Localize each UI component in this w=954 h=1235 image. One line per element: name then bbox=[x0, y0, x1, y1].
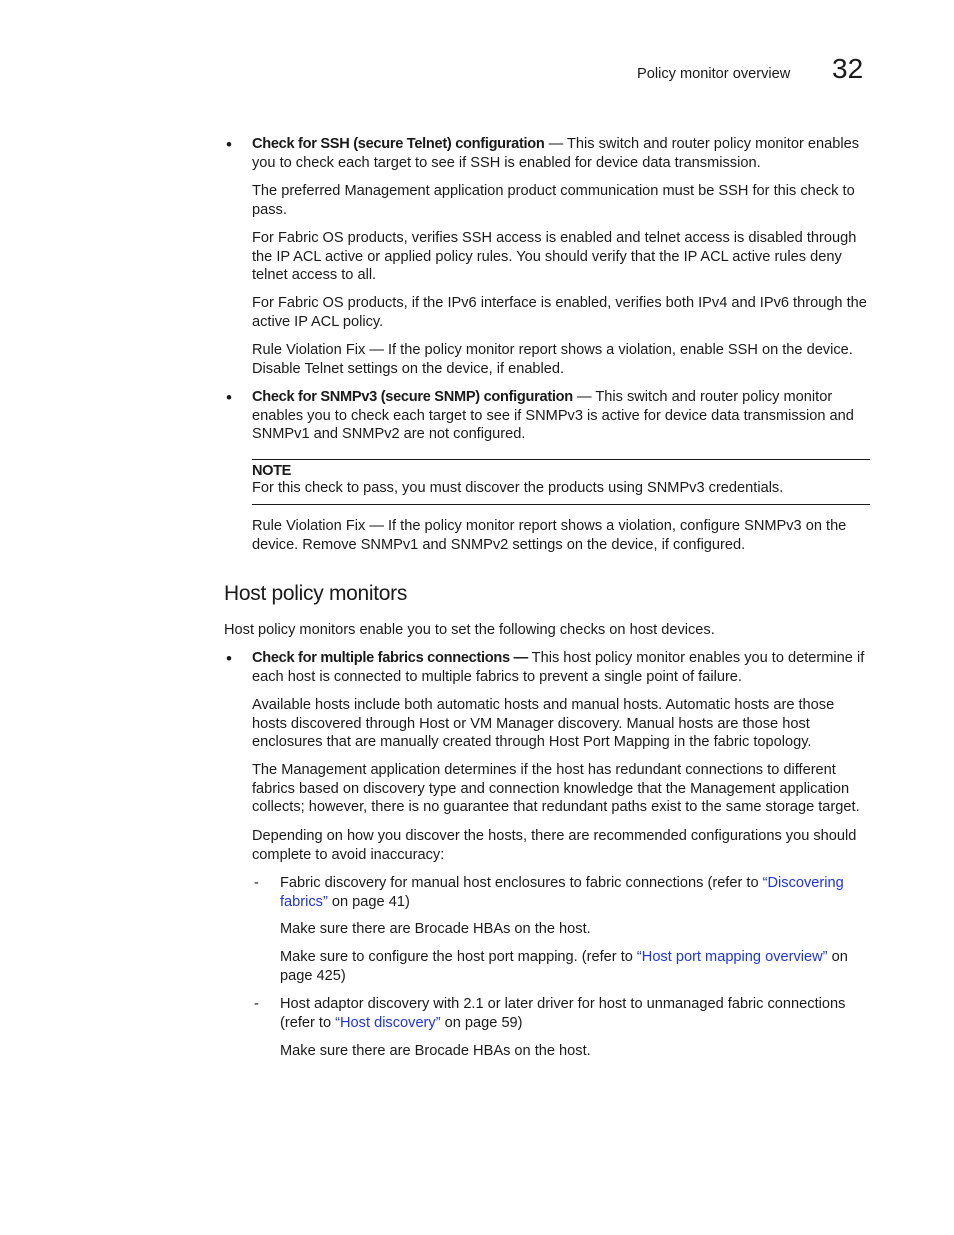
host-paragraph-1: Available hosts include both automatic hosts and manual hosts. Automatic hosts are those hosts discovered through Host or VM Manager discovery. Manual hosts are those host enclosures that are manually created through Host Port Mapping in the fabric topology. bbox=[252, 697, 835, 751]
note-text: For this check to pass, you must discover the products using SNMPv3 credentials. bbox=[252, 480, 784, 496]
ssh-paragraph-2: For Fabric OS products, verifies SSH access is enabled and telnet access is disabled through the IP ACL active or applied policy rules. You should verify that the IP ACL active rules deny telnet access to all. bbox=[252, 230, 857, 284]
host-check-term: Check for multiple fabrics connections — bbox=[252, 650, 528, 666]
sub-item-host-adaptor-discovery bbox=[280, 995, 870, 1032]
snmp-check-desc: — This switch and router policy monitor enables you to check each target to see if SNMPv3 is active for device data transmission and SNMPv1 and SNMPv2 are not configured. bbox=[252, 389, 854, 443]
sub2-paragraph-1: Make sure there are Brocade HBAs on the host. bbox=[280, 1043, 591, 1059]
link-discovering-fabrics[interactable]: “Discovering fabrics” bbox=[280, 875, 844, 910]
host-paragraph-2: The Management application determines if the host has redundant connections to different fabrics based on discovery type and connection knowledge that the Management application collects; however, there is no guarantee that redundant paths exist to the same storage target. bbox=[252, 762, 860, 816]
running-header-title: Policy monitor overview bbox=[637, 66, 791, 82]
ssh-rule-violation-fix: Rule Violation Fix — If the policy monitor report shows a violation, enable SSH on the device. Disable Telnet settings on the device, if enabled. bbox=[252, 342, 853, 377]
sub-item-fabric-discovery bbox=[280, 874, 870, 911]
sub1-p2-text-a: Make sure to configure the host port mapping. (refer to bbox=[280, 949, 637, 965]
bullet-snmp: • bbox=[226, 388, 232, 407]
sub1-paragraph-1: Make sure there are Brocade HBAs on the host. bbox=[280, 921, 591, 937]
ssh-paragraph-1: The preferred Management application product communication must be SSH for this check to pass. bbox=[252, 183, 855, 218]
sub2-text-a: Host adaptor discovery with 2.1 or later driver for host to unmanaged fabric connections (refer to bbox=[280, 996, 846, 1031]
sub1-paragraph-2 bbox=[280, 948, 870, 985]
snmp-check-item bbox=[252, 388, 872, 444]
note-label: NOTE bbox=[252, 463, 291, 479]
snmp-check-term: Check for SNMPv3 (secure SNMP) configuration bbox=[252, 389, 573, 405]
section-heading-host-policy-monitors: Host policy monitors bbox=[224, 582, 408, 605]
dash-marker-1: - bbox=[254, 875, 259, 891]
link-host-port-mapping-overview[interactable]: “Host port mapping overview” bbox=[636, 949, 828, 965]
ssh-check-desc: — This switch and router policy monitor enables you to check each target to see if SSH is enabled for device data transmission. bbox=[252, 136, 859, 171]
sub1-p2-text-b: on page 425) bbox=[280, 949, 848, 984]
dash-marker-2: - bbox=[254, 996, 259, 1012]
host-intro: Host policy monitors enable you to set the following checks on host devices. bbox=[224, 622, 715, 638]
ssh-check-term: Check for SSH (secure Telnet) configuration bbox=[252, 136, 545, 152]
sub1-text-b: on page 41) bbox=[327, 893, 410, 910]
host-check-item bbox=[252, 649, 872, 686]
sub1-text-a: Fabric discovery for manual host enclosures to fabric connections (refer to bbox=[280, 875, 763, 891]
note-bottom-rule bbox=[252, 504, 870, 505]
chapter-number: 32 bbox=[832, 53, 864, 84]
sub2-text-b: on page 59) bbox=[440, 1014, 523, 1031]
ssh-paragraph-3: For Fabric OS products, if the IPv6 interface is enabled, verifies both IPv4 and IPv6 through the active IP ACL policy. bbox=[252, 295, 867, 330]
ssh-check-item bbox=[252, 135, 872, 172]
host-check-desc: This host policy monitor enables you to determine if each host is connected to multiple fabrics to prevent a single point of failure. bbox=[252, 650, 865, 685]
bullet-host: • bbox=[226, 649, 232, 668]
snmp-rule-violation-fix: Rule Violation Fix — If the policy monitor report shows a violation, configure SNMPv3 on the device. Remove SNMPv1 and SNMPv2 settings on the device, if configured. bbox=[252, 518, 847, 553]
bullet-ssh: • bbox=[226, 135, 232, 154]
note-top-rule bbox=[252, 459, 870, 460]
link-host-discovery[interactable]: “Host discovery” bbox=[335, 1014, 441, 1031]
host-paragraph-3: Depending on how you discover the hosts, there are recommended configurations you should complete to avoid inaccuracy: bbox=[252, 828, 857, 863]
